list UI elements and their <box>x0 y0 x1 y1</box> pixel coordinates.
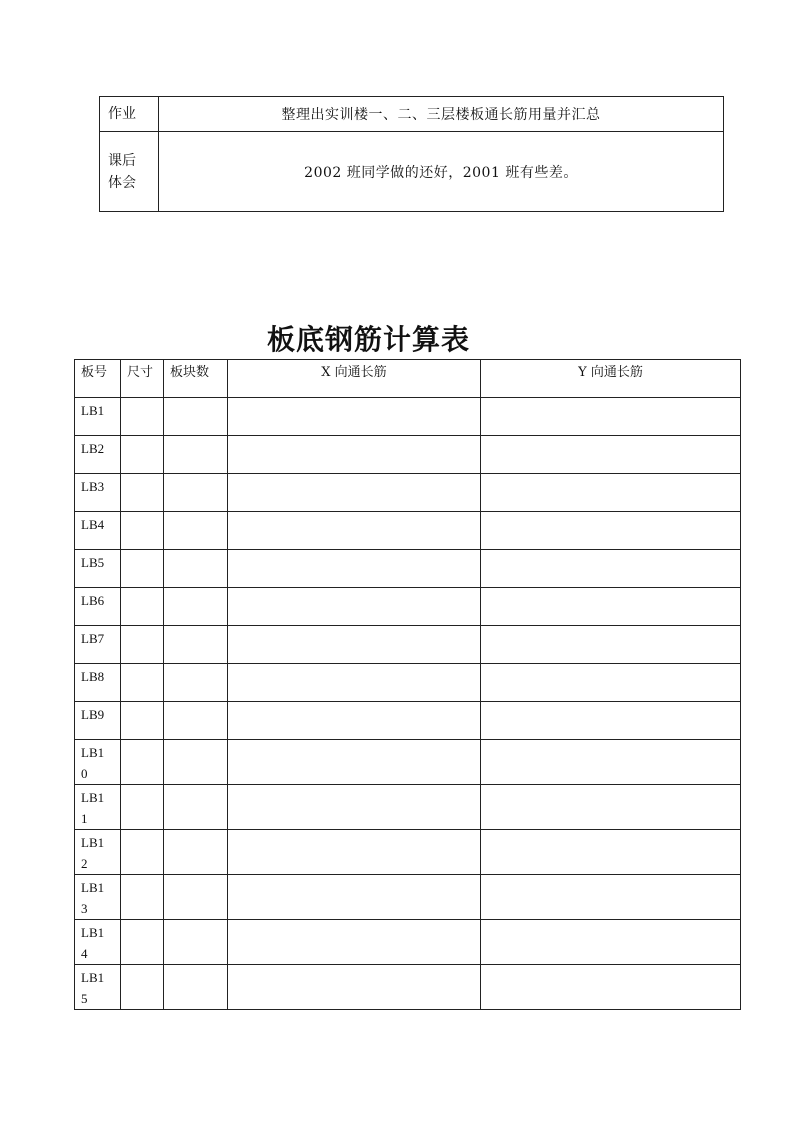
slab-no-cell <box>75 830 121 875</box>
slab-no-cell <box>75 702 121 740</box>
slab-id: LB7 <box>81 631 105 646</box>
x-rebar-cell <box>228 588 481 626</box>
size-cell <box>121 830 164 875</box>
slab-count-cell <box>164 875 228 920</box>
table-row <box>75 398 741 436</box>
size-cell <box>121 740 164 785</box>
slab-count-cell <box>164 702 228 740</box>
reflection-row <box>100 132 724 212</box>
homework-label-cell <box>100 97 159 132</box>
table-row <box>75 474 741 512</box>
homework-row <box>100 97 724 132</box>
size-cell <box>121 965 164 1010</box>
slab-id: LB8 <box>81 669 105 684</box>
homework-label: 作业 <box>108 106 136 122</box>
y-rebar-cell <box>481 875 741 920</box>
slab-no-cell <box>75 550 121 588</box>
table-row <box>75 965 741 1010</box>
x-rebar-cell <box>228 436 481 474</box>
slab-count-cell <box>164 588 228 626</box>
slab-no-cell <box>75 965 121 1010</box>
slab-no-cell <box>75 588 121 626</box>
y-rebar-cell <box>481 965 741 1010</box>
slab-no-cell <box>75 920 121 965</box>
header-slab-no <box>75 360 121 398</box>
header-label: 板块数 <box>170 365 210 380</box>
table-row <box>75 626 741 664</box>
slab-id: LB3 <box>81 479 105 494</box>
slab-count-cell <box>164 920 228 965</box>
slab-id: LB15 <box>81 970 105 1006</box>
table-row <box>75 740 741 785</box>
y-rebar-cell <box>481 664 741 702</box>
size-cell <box>121 398 164 436</box>
x-rebar-cell <box>228 785 481 830</box>
slab-count-cell <box>164 830 228 875</box>
homework-value-cell <box>159 97 724 132</box>
y-rebar-cell <box>481 550 741 588</box>
size-cell <box>121 474 164 512</box>
y-rebar-cell <box>481 512 741 550</box>
header-size <box>121 360 164 398</box>
table-row <box>75 830 741 875</box>
table-row <box>75 436 741 474</box>
x-rebar-cell <box>228 474 481 512</box>
header-y-rebar <box>481 360 741 398</box>
size-cell <box>121 920 164 965</box>
slab-id: LB5 <box>81 555 105 570</box>
table-row <box>75 785 741 830</box>
x-rebar-cell <box>228 664 481 702</box>
slab-id: LB1 <box>81 403 105 418</box>
table-row <box>75 920 741 965</box>
y-rebar-cell <box>481 474 741 512</box>
table-row <box>75 664 741 702</box>
reflection-value-cell <box>159 132 724 212</box>
x-rebar-cell <box>228 626 481 664</box>
slab-no-cell <box>75 740 121 785</box>
y-rebar-cell <box>481 830 741 875</box>
header-label: 尺寸 <box>127 365 154 380</box>
homework-table <box>99 96 724 212</box>
header-label: X 向通长筋 <box>321 365 387 380</box>
table-header-row <box>75 360 741 398</box>
slab-no-cell <box>75 626 121 664</box>
y-rebar-cell <box>481 702 741 740</box>
x-rebar-cell <box>228 550 481 588</box>
header-slab-count <box>164 360 228 398</box>
slab-id: LB13 <box>81 880 105 916</box>
table-row <box>75 875 741 920</box>
x-rebar-cell <box>228 965 481 1010</box>
y-rebar-cell <box>481 626 741 664</box>
slab-id: LB2 <box>81 441 105 456</box>
slab-count-cell <box>164 436 228 474</box>
table-row <box>75 512 741 550</box>
slab-count-cell <box>164 965 228 1010</box>
y-rebar-cell <box>481 588 741 626</box>
size-cell <box>121 626 164 664</box>
x-rebar-cell <box>228 920 481 965</box>
slab-no-cell <box>75 664 121 702</box>
slab-no-cell <box>75 512 121 550</box>
slab-count-cell <box>164 512 228 550</box>
size-cell <box>121 512 164 550</box>
reflection-value: 2002 班同学做的还好，2001 班有些差。 <box>304 164 578 181</box>
slab-id: LB11 <box>81 790 105 826</box>
slab-id: LB14 <box>81 925 105 961</box>
x-rebar-cell <box>228 702 481 740</box>
header-label: Y 向通长筋 <box>578 365 643 380</box>
slab-count-cell <box>164 398 228 436</box>
slab-id: LB10 <box>81 745 105 781</box>
x-rebar-cell <box>228 830 481 875</box>
y-rebar-cell <box>481 785 741 830</box>
size-cell <box>121 588 164 626</box>
slab-id: LB4 <box>81 517 105 532</box>
slab-no-cell <box>75 398 121 436</box>
size-cell <box>121 702 164 740</box>
y-rebar-cell <box>481 740 741 785</box>
rebar-calc-table <box>74 359 741 1010</box>
slab-no-cell <box>75 875 121 920</box>
x-rebar-cell <box>228 740 481 785</box>
reflection-label-cell <box>100 132 159 212</box>
slab-count-cell <box>164 550 228 588</box>
slab-id: LB12 <box>81 835 105 871</box>
slab-count-cell <box>164 740 228 785</box>
slab-no-cell <box>75 785 121 830</box>
header-x-rebar <box>228 360 481 398</box>
homework-value: 整理出实训楼一、二、三层楼板通长筋用量并汇总 <box>281 107 601 123</box>
x-rebar-cell <box>228 398 481 436</box>
table-row <box>75 588 741 626</box>
table-row <box>75 550 741 588</box>
x-rebar-cell <box>228 875 481 920</box>
size-cell <box>121 436 164 474</box>
size-cell <box>121 664 164 702</box>
reflection-label: 课后体会 <box>108 152 136 191</box>
slab-id: LB6 <box>81 593 105 608</box>
slab-count-cell <box>164 785 228 830</box>
y-rebar-cell <box>481 398 741 436</box>
x-rebar-cell <box>228 512 481 550</box>
size-cell <box>121 785 164 830</box>
page-title: 板底钢筋计算表 <box>266 323 470 356</box>
slab-count-cell <box>164 664 228 702</box>
y-rebar-cell <box>481 436 741 474</box>
slab-no-cell <box>75 474 121 512</box>
size-cell <box>121 875 164 920</box>
slab-count-cell <box>164 474 228 512</box>
size-cell <box>121 550 164 588</box>
y-rebar-cell <box>481 920 741 965</box>
table-row <box>75 702 741 740</box>
slab-id: LB9 <box>81 707 105 722</box>
header-label: 板号 <box>81 365 108 380</box>
slab-count-cell <box>164 626 228 664</box>
slab-no-cell <box>75 436 121 474</box>
